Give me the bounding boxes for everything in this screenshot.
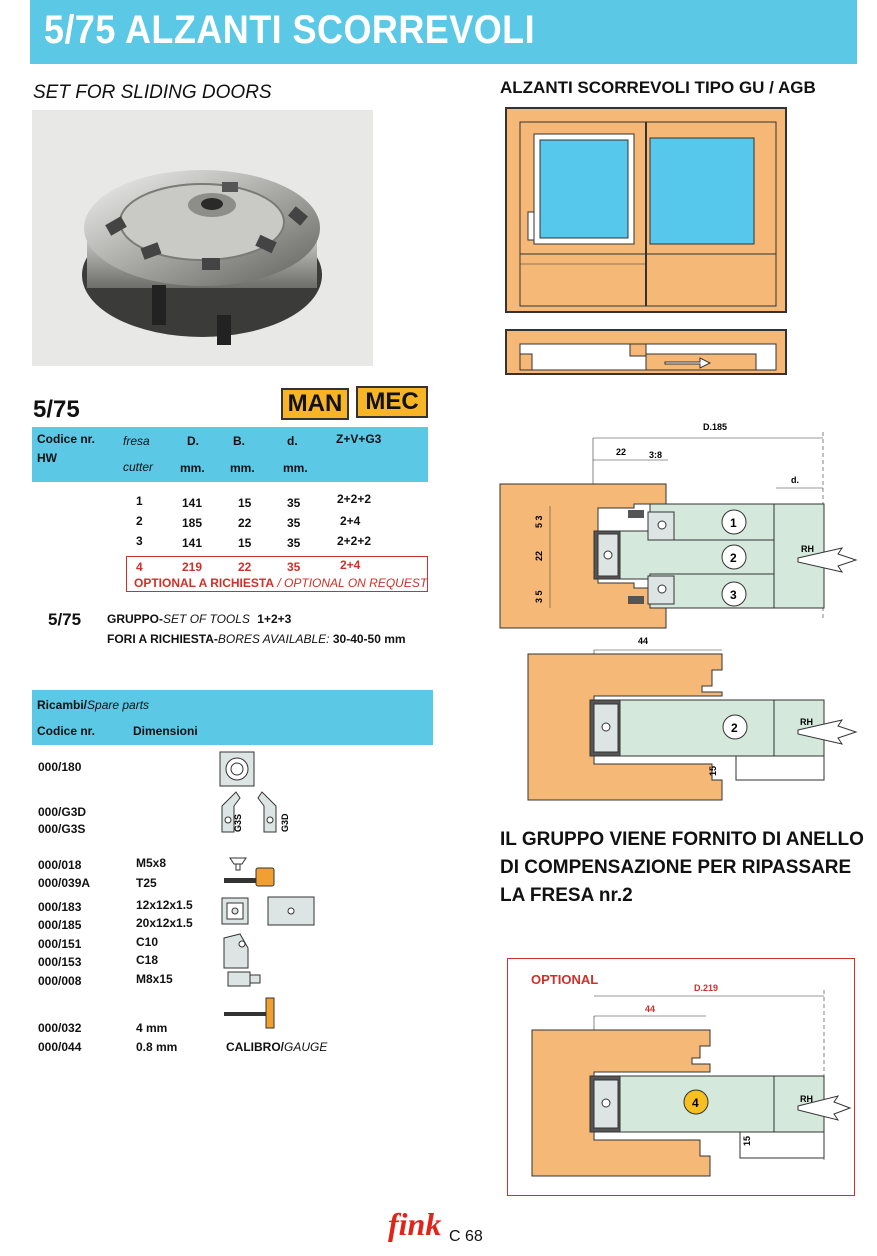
drawing2-dim15: 15 (708, 765, 718, 776)
row3-z: 2+2+2 (337, 534, 372, 548)
product-photo (32, 110, 373, 366)
clamp-wedge-icon (224, 934, 248, 968)
group-line2 (107, 632, 406, 646)
row2-D: 185 (182, 516, 203, 530)
optional-D: D.219 (694, 983, 719, 993)
spare-icons (210, 748, 290, 1038)
note-line-2: DI COMPENSAZIONE PER RIPASSARE (500, 857, 852, 878)
drawing1-dim-d: d. (791, 475, 799, 485)
row3-B: 15 (238, 536, 252, 550)
diagram-title: ALZANTI SCORREVOLI TIPO GU / AGB (500, 78, 816, 97)
technical-drawing-1 (498, 418, 868, 632)
spare-title-italic: Spare parts (87, 698, 150, 712)
technical-drawing-2 (526, 634, 866, 804)
spare-code-5: 000/183 (38, 900, 82, 914)
page-title: 5/75 ALZANTI SCORREVOLI (44, 8, 536, 52)
th-code: Codice nr. (37, 432, 96, 446)
th-mm3: mm. (283, 461, 308, 475)
spare-code-6: 000/185 (38, 918, 82, 932)
drawing1-rh: RH (801, 544, 814, 554)
drawing2-dim44: 44 (638, 636, 649, 646)
gauge-label-bold: CALIBRO/ (226, 1040, 284, 1054)
note-line-1: IL GRUPPO VIENE FORNITO DI ANELLO (500, 829, 864, 850)
optional-note-bold: OPTIONAL A RICHIESTA (134, 576, 275, 590)
cutter-g3d-icon (258, 792, 276, 832)
row2-n: 2 (136, 514, 143, 528)
row1-d: 35 (287, 496, 301, 510)
spare-dim-6: 20x12x1.5 (136, 916, 193, 930)
optional-label: OPTIONAL (531, 972, 599, 987)
spare-code-10: 000/032 (38, 1021, 82, 1035)
th-code-hw: HW (37, 451, 57, 465)
th-fresa: fresa (123, 434, 150, 448)
row2-d: 35 (287, 516, 301, 530)
row1-n: 1 (136, 494, 143, 508)
g3s-label: G3S (233, 813, 243, 832)
group-line2-bold: FORI A RICHIESTA- (107, 632, 218, 646)
spare-dim-3: M5x8 (136, 856, 167, 870)
insert-square-icon (222, 898, 248, 924)
spare-dim-4: T25 (136, 876, 157, 890)
insert-round-icon (220, 752, 254, 786)
row3-n: 3 (136, 534, 143, 548)
spare-dim-8: C18 (136, 953, 159, 967)
technical-drawing-optional (528, 980, 854, 1190)
th-b: B. (233, 434, 245, 448)
row4-n: 4 (136, 560, 143, 574)
group-code: 5/75 (48, 610, 82, 629)
spare-code-9: 000/008 (38, 974, 82, 988)
group-line1-bold: GRUPPO- (107, 612, 164, 626)
row2-B: 22 (238, 516, 252, 530)
spare-code-2: 000/G3S (38, 822, 86, 836)
th-mm1: mm. (180, 461, 205, 475)
spare-code-4: 000/039A (38, 876, 91, 890)
spare-dim-9: M8x15 (136, 972, 173, 986)
badge-man: MAN (281, 388, 349, 420)
group-line1-value: 1+2+3 (257, 612, 292, 626)
sliding-door-diagram (500, 104, 790, 384)
gauge-label (226, 1040, 327, 1054)
group-line1-italic: SET OF TOOLS (163, 612, 250, 626)
drawing1-D: D.185 (703, 422, 728, 432)
spare-code-7: 000/151 (38, 937, 82, 951)
g3d-label: G3D (280, 813, 290, 832)
screw-icon (230, 858, 246, 870)
optional-rh: RH (800, 1094, 813, 1104)
drawing1-cutter-2: 2 (730, 551, 737, 565)
th-zvg: Z+V+G3 (336, 432, 382, 446)
spare-code-0: 000/180 (38, 760, 82, 774)
th-d-small: d. (287, 434, 298, 448)
spare-code-1: 000/G3D (38, 805, 87, 819)
drawing1-cutter-3: 3 (730, 588, 737, 602)
optional-dim44: 44 (645, 1004, 656, 1014)
drawing1-cutter-1: 1 (730, 516, 737, 530)
drawing1-dim22v: 22 (534, 550, 544, 561)
row1-z: 2+2+2 (337, 492, 372, 506)
fink-logo: fink (388, 1206, 442, 1242)
spare-dim-11: 0.8 mm (136, 1040, 178, 1054)
gauge-label-italic: GAUGE (284, 1040, 328, 1054)
th-d-big: D. (187, 434, 199, 448)
spare-dim-10: 4 mm (136, 1021, 168, 1035)
note-line-3: LA FRESA nr.2 (500, 885, 633, 906)
th-cutter: cutter (123, 460, 154, 474)
spare-code-8: 000/153 (38, 955, 82, 969)
group-line2-italic: BORES AVAILABLE: (217, 632, 330, 646)
spare-title-bold: Ricambi/ (37, 698, 88, 712)
group-line1 (107, 612, 291, 626)
drawing1-dim22: 22 (616, 447, 627, 457)
spare-dim-5: 12x12x1.5 (136, 898, 193, 912)
drawing1-dim53: 5 3 (534, 515, 544, 528)
row1-B: 15 (238, 496, 252, 510)
spare-col-dim: Dimensioni (133, 724, 198, 738)
optional-dim15: 15 (742, 1135, 752, 1146)
insert-rect-icon-2 (266, 895, 316, 927)
torx-key-icon (224, 868, 274, 886)
group-line2-value: 30-40-50 mm (332, 632, 406, 646)
page-number: C 68 (449, 1228, 483, 1245)
spare-title (37, 698, 149, 712)
row4-z: 2+4 (340, 558, 361, 572)
grub-screw-icon (228, 972, 260, 986)
drawing1-dim38: 3:8 (649, 450, 663, 460)
row3-d: 35 (287, 536, 301, 550)
drawing2-rh: RH (800, 717, 813, 727)
row1-D: 141 (182, 496, 203, 510)
row2-z: 2+4 (340, 514, 361, 528)
drawing1-dim35: 3 5 (534, 590, 544, 603)
optional-note-italic: / OPTIONAL ON REQUEST (277, 576, 428, 590)
spare-dim-7: C10 (136, 935, 159, 949)
row4-B: 22 (238, 560, 252, 574)
product-code: 5/75 (33, 396, 80, 423)
hex-key-icon (224, 998, 274, 1028)
row3-D: 141 (182, 536, 203, 550)
th-mm2: mm. (230, 461, 255, 475)
spare-code-11: 000/044 (38, 1040, 82, 1054)
spare-code-3: 000/018 (38, 858, 82, 872)
row4-D: 219 (182, 560, 203, 574)
row4-d: 35 (287, 560, 301, 574)
badge-mec: MEC (356, 386, 428, 418)
compensation-note (500, 826, 864, 910)
optional-note (134, 576, 427, 590)
optional-cutter: 4 (692, 1096, 699, 1110)
page-subtitle: SET FOR SLIDING DOORS (33, 82, 272, 103)
spare-col-code: Codice nr. (37, 724, 96, 738)
drawing2-cutter: 2 (731, 721, 738, 735)
